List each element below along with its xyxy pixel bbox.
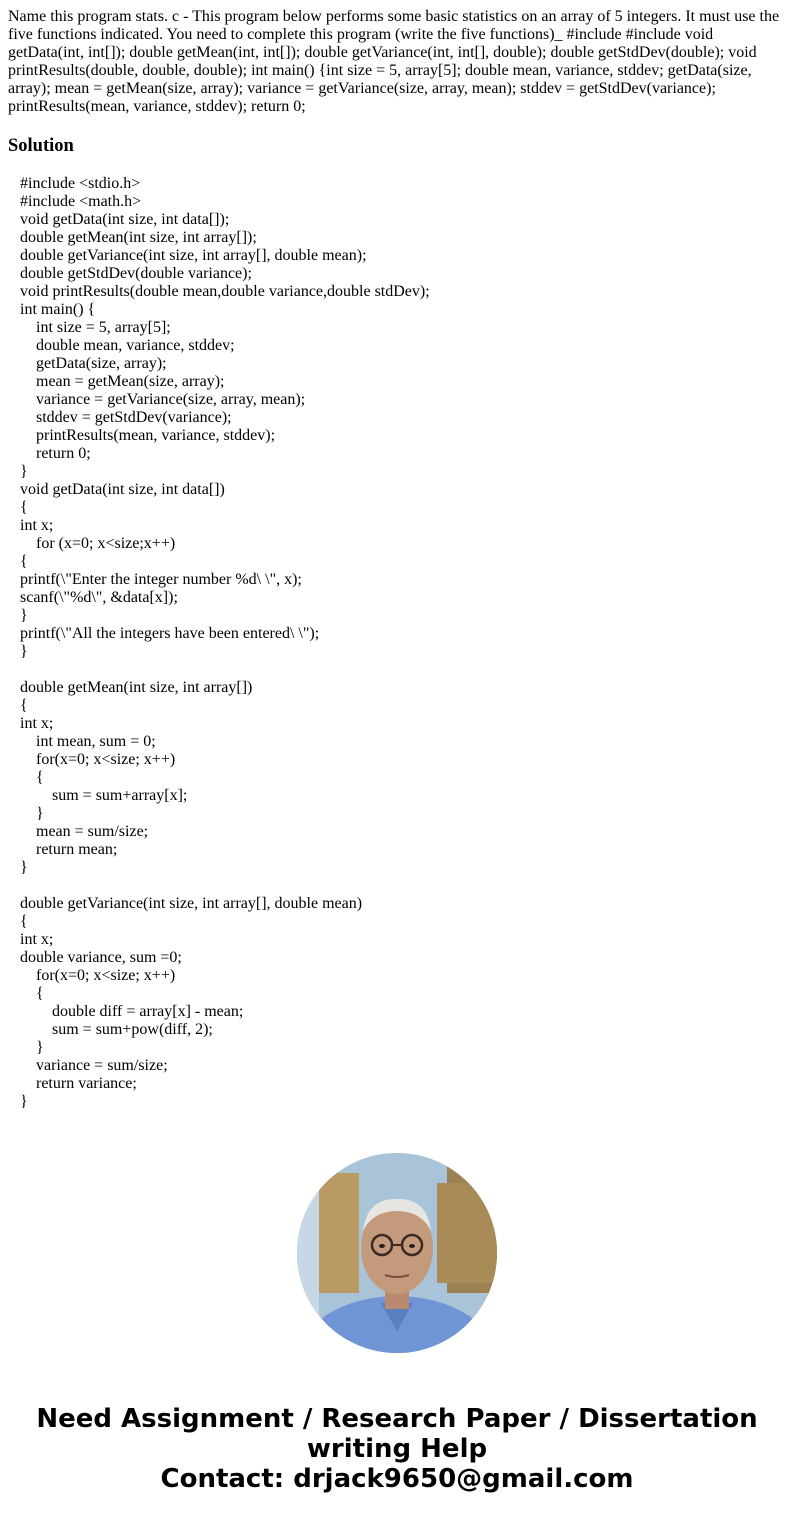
code-line: { xyxy=(20,553,28,570)
code-line: { xyxy=(20,697,28,714)
code-line xyxy=(20,877,430,895)
code-line: } xyxy=(20,643,28,660)
code-line: double getMean(int size, int array[]) xyxy=(20,679,253,696)
code-line xyxy=(20,661,430,679)
code-line: sum = sum+pow(diff, 2); xyxy=(20,1021,213,1038)
code-line: } xyxy=(20,1093,28,1110)
code-line: return 0; xyxy=(20,445,91,462)
code-line: { xyxy=(20,499,28,516)
code-line: getData(size, array); xyxy=(20,355,167,372)
code-line: } xyxy=(20,859,28,876)
code-line: int main() { xyxy=(20,301,96,318)
code-line: double getVariance(int size, int array[], double mean); xyxy=(20,247,367,264)
solution-heading: Solution xyxy=(8,136,74,156)
cta-line-1: Need Assignment / Research Paper / Dissertation xyxy=(36,1404,758,1434)
author-avatar xyxy=(297,1153,497,1353)
code-line: int mean, sum = 0; xyxy=(20,733,156,750)
code-line: int x; xyxy=(20,931,54,948)
code-line: #include <stdio.h> xyxy=(20,175,141,192)
code-line: sum = sum+array[x]; xyxy=(20,787,188,804)
code-line: return mean; xyxy=(20,841,118,858)
code-line: double getStdDev(double variance); xyxy=(20,265,252,282)
code-line: int x; xyxy=(20,517,54,534)
code-line: for(x=0; x<size; x++) xyxy=(20,967,176,984)
code-line: printResults(mean, variance, stddev); xyxy=(20,427,276,444)
code-line: { xyxy=(20,913,28,930)
code-block xyxy=(20,175,430,1111)
cta-contact-email: Contact: drjack9650@gmail.com xyxy=(160,1464,634,1494)
code-line: double getMean(int size, int array[]); xyxy=(20,229,257,246)
code-line: scanf(\"%d\", &data[x]); xyxy=(20,589,178,606)
code-line: variance = sum/size; xyxy=(20,1057,168,1074)
code-line: } xyxy=(20,805,44,822)
contact-banner xyxy=(0,1404,794,1494)
code-line: return variance; xyxy=(20,1075,137,1092)
code-line: mean = getMean(size, array); xyxy=(20,373,225,390)
code-line: double mean, variance, stddev; xyxy=(20,337,235,354)
code-line: double diff = array[x] - mean; xyxy=(20,1003,244,1020)
code-line: double getVariance(int size, int array[], double mean) xyxy=(20,895,363,912)
code-line: void getData(int size, int data[]); xyxy=(20,211,230,228)
code-line: } xyxy=(20,463,28,480)
author-photo-illustration xyxy=(297,1153,497,1353)
code-line: } xyxy=(20,607,28,624)
code-line: { xyxy=(20,769,44,786)
code-line: int x; xyxy=(20,715,54,732)
code-line: double variance, sum =0; xyxy=(20,949,182,966)
code-line: printf(\"All the integers have been entered\ \"); xyxy=(20,625,320,642)
cta-line-2: writing Help xyxy=(306,1434,488,1464)
code-line: stddev = getStdDev(variance); xyxy=(20,409,232,426)
code-line: mean = sum/size; xyxy=(20,823,149,840)
code-line: void getData(int size, int data[]) xyxy=(20,481,225,498)
code-line: for(x=0; x<size; x++) xyxy=(20,751,176,768)
question-text: Name this program stats. c - This program below performs some basic statistics on an array of 5 integers. It must use the five functions indicated. You need to complete this program (write the five functions)_ #include #include void getData(int, int[]); double getMean(int, int[]); double getVariance(int, int[], double); double getStdDev(double); void printResults(double, double, double); int main() {int size = 5, array[5]; double mean, variance, stddev; getData(size, array); mean = getMean(size, array); variance = getVariance(size, array, mean); stddev = getStdDev(variance); printResults(mean, variance, stddev); return 0; xyxy=(8,8,780,115)
code-line: for (x=0; x<size;x++) xyxy=(20,535,176,552)
code-line: int size = 5, array[5]; xyxy=(20,319,171,336)
code-line: #include <math.h> xyxy=(20,193,142,210)
code-line: { xyxy=(20,985,44,1002)
code-line: } xyxy=(20,1039,44,1056)
code-line: printf(\"Enter the integer number %d\ \", x); xyxy=(20,571,302,588)
code-line: void printResults(double mean,double variance,double stdDev); xyxy=(20,283,430,300)
code-line: variance = getVariance(size, array, mean); xyxy=(20,391,306,408)
